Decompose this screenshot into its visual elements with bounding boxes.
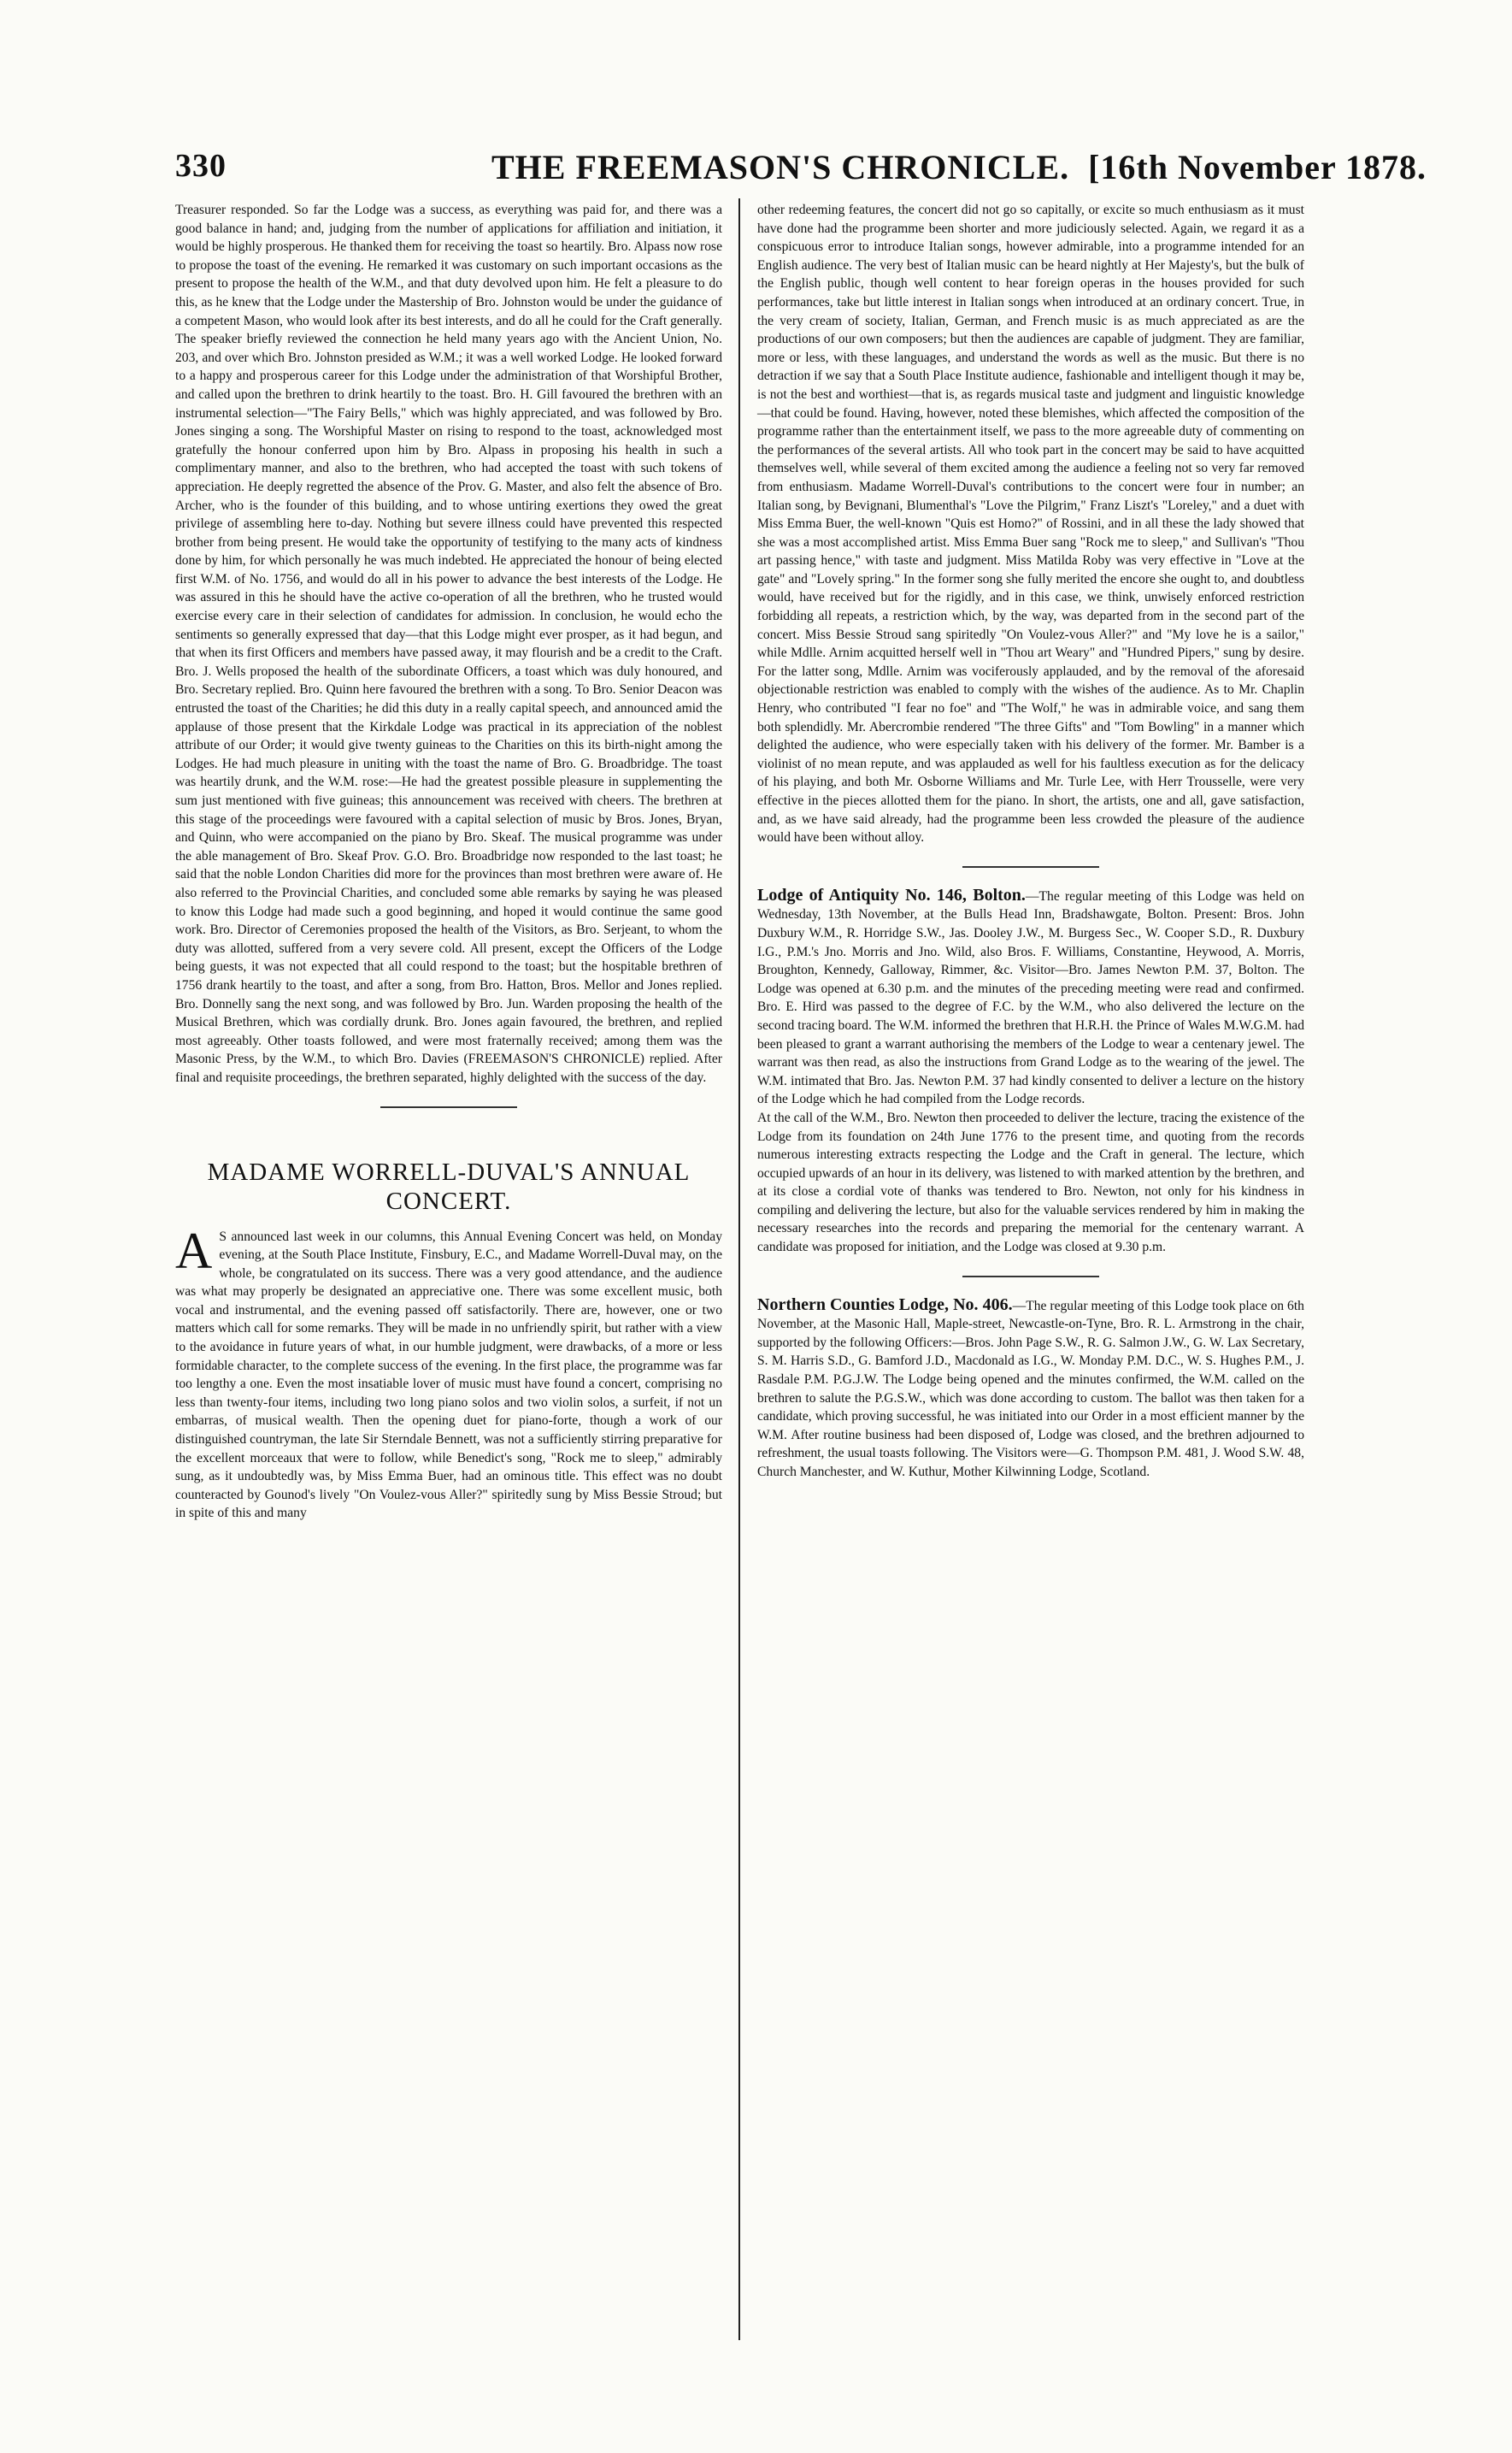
concert-title-line2: CONCERT. — [385, 1187, 512, 1215]
antiquity-lodge-heading: Lodge of Antiquity No. 146, Bolton. — [757, 885, 1026, 905]
column-rule — [738, 198, 740, 2340]
running-head — [491, 147, 1427, 187]
antiquity-lodge-report — [757, 887, 1304, 1257]
northern-counties-lodge-report — [757, 1296, 1304, 1482]
section-divider — [380, 1106, 517, 1108]
northern-report-paragraph — [757, 1296, 1304, 1482]
page-header — [175, 144, 1427, 195]
drop-cap: A — [175, 1222, 213, 1279]
antiquity-report-paragraph — [757, 887, 1304, 1109]
issue-date: [16th November 1878. — [1088, 148, 1427, 186]
section-divider — [962, 1276, 1099, 1277]
left-column — [175, 201, 722, 2300]
right-column — [757, 201, 1304, 2390]
concert-article-body — [175, 1222, 722, 1524]
northern-lodge-heading: Northern Counties Lodge, No. 406. — [757, 1294, 1013, 1314]
northern-report-text: —The regular meeting of this Lodge took place on 6th November, at the Masonic Hall, Maple-street, Newcastle-on-Tyne, Bro. R. L. Armstrong in the chair, supported by the following Officers:—Bros. John Page S.W., R. G. Salmon J.W., G. W. Lax Secretary, S. M. Harris S.D., G. Bamford J.D., Macdonald as I.G., W. Monday P.M. D.C., W. S. Hughes P.M., J. Rasdale P.M. P.G.J.W. The Lodge being opened and the minutes confirmed, the W.M. called on the brethren to salute the P.G.S.W., which was done according to custom. The ballot was then taken for a candidate, which proving successful, he was initiated into our Order in a most efficient manner by the W.M. After routine business had been disposed of, Lodge was closed, and the brethren adjourned to refreshment, the usual toasts following. The Visitors were—G. Thompson P.M. 481, J. Wood S.W. 48, Church Manchester, and W. Kuthur, Mother Kilwinning Lodge, Scotland. — [757, 1298, 1304, 1479]
section-divider — [962, 866, 1099, 868]
concert-body-text: S announced last week in our columns, this Annual Evening Concert was held, on Monday evening, at the South Place Institute, Finsbury, E.C., and Madame Worrell-Duval may, on the whole, be congratulated on its success. There was a very good attendance, and the audience was what may properly be designated an appreciative one. There was some excellent music, both vocal and instrumental, and the evening passed off satisfactorily. There are, however, one or two matters which call for some remarks. They will be made in no unfriendly spirit, but rather with a view to the avoidance in future years of what, in our humble judgment, were drawbacks, of a more or less formidable character, to the complete success of the evening. In the first place, the programme was far too lengthy a one. Even the most insatiable lover of music must have found a concert, comprising no less than twenty-four items, including two long piano solos and two violin solos, a surfeit, if not un embarras, of musical wealth. Then the opening duet for piano-forte, though a work of our distinguished countryman, the late Sir Sterndale Bennett, was not a sufficiently stirring preparative for the excellent morceaux that were to follow, while Benedict's song, "Rock me to sleep," admirably sung, as it undoubtedly was, by Miss Emma Buer, had an ominous title. This effect was no doubt counteracted by Gounod's lively "On Voulez-vous Aller?" spiritedly sung by Miss Bessie Stroud; but in spite of this and many — [175, 1229, 722, 1521]
concert-article-title — [175, 1158, 722, 1216]
concert-title-line1: MADAME WORRELL-DUVAL'S ANNUAL — [207, 1158, 691, 1186]
antiquity-report-paragraph-2: At the call of the W.M., Bro. Newton then proceeded to deliver the lecture, tracing the existence of the Lodge from its foundation on 24th June 1776 to the present time, and quoting from the records numerous interesting extracts respecting the Lodge and the Craft in general. The lecture, which occupied upwards of an hour in its delivery, was listened to with marked attention by the brethren, and at its close a cordial vote of thanks was tendered to Bro. Newton, not only for his kindness in compiling and delivering the lecture, but also for the valuable services rendered by him in making the necessary researches into the records and preparing the memorial for the centenary warrant. A candidate was proposed for initiation, and the Lodge was closed at 9.30 p.m. — [757, 1110, 1304, 1255]
concert-article-continued: other redeeming features, the concert did not go so capitally, or excite so much enthusiasm as it must have done had the programme been shorter and more judiciously selected. Again, we regard it as a conspicuous error to introduce Italian songs, however admirable, into a programme intended for an English audience. The very best of Italian music can be heard nightly at Her Majesty's, but the bulk of the English public, though well content to hear foreign operas in the houses provided for such performances, take but little interest in Italian songs when introduced at an ordinary concert. True, in the very cream of society, Italian, German, and French music is as much appreciated as are the productions of our own composers; but then the audiences are capable of judgment. They are familiar, more or less, with these languages, and understand the words as well as the music. But there is no detraction if we say that a South Place Institute audience, fashionable and intelligent though it may be, is not the best and worthiest—that is, as regards musical taste and judgment and linguistic knowledge—that could be found. Having, however, noted these blemishes, which affected the composition of the programme rather than the entertainment itself, we pass to the more agreeable duty of commenting on the performances of the several artists. All who took part in the concert may be said to have acquitted themselves well, while several of them excited among the audience a feeling not so very far removed from enthusiasm. Madame Worrell-Duval's contributions to the concert were four in number; an Italian song, by Bevignani, Blumenthal's "Love the Pilgrim," Franz Liszt's "Loreley," and a duet with Miss Emma Buer, the well-known "Quis est Homo?" of Rossini, and in all these the lady showed that she was a most accomplished artist. Miss Emma Buer sang "Rock me to sleep," and Sullivan's "Thou art passing hence," with taste and judgment. Miss Matilda Roby was very effective in "Love at the gate" and "Lovely spring." In the former song she fully merited the encore she ought to, and doubtless would, have received but for the rigidly, and in this case, we think, unwisely enforced restriction forbidding all repeats, a restriction which, by the way, was departed from in the second part of the concert. Miss Bessie Stroud sang spiritedly "On Voulez-vous Aller?" and "My love he is a sailor," while Mdlle. Arnim acquitted herself well in "Thou art Weary" and "Hundred Pipers," sung by desire. For the latter song, Mdlle. Arnim was vociferously applauded, and by the removal of the aforesaid objectionable restriction was enabled to comply with the wishes of the audience. As to Mr. Chaplin Henry, who contributed "I fear no foe" and "The Wolf," he was in admirable voice, and sang them both splendidly. Mr. Abercrombie rendered "The three Gifts" and "Tom Bowling" in a manner which delighted the audience, who were especially taken with his delivery of the former. Mr. Bamber is a violinist of no mean repute, and was applauded as well for his faultless execution as for the delicacy of his playing, and both Mr. Osborne Williams and Mr. Turle Lee, with Herr Trousselle, were very effective in the pieces allotted them for the piano. In short, the artists, one and all, gave satisfaction, and, as we have said already, had the programme been less crowded the pleasure of the audience would have been without alloy. — [757, 203, 1304, 846]
page-number: 330 — [175, 148, 227, 184]
antiquity-report-text: —The regular meeting of this Lodge was held on Wednesday, 13th November, at the Bulls Head Inn, Bradshawgate, Bolton. Present: Bros. John Duxbury W.M., R. Horridge S.W., Jas. Dooley J.W., M. Burgess Sec., W. Cooper S.D., R. Duxbury I.G., P.M.'s Jno. Morris and Jno. Wild, also Bros. F. Williams, Constantine, Heywood, A. Morris, Broughton, Kennedy, Galloway, Rimmer, &c. Visitor—Bro. James Newton P.M. 37, Bolton. The Lodge was opened at 6.30 p.m. and the minutes of the preceding meeting were read and confirmed. Bro. E. Hird was passed to the degree of F.C. by the W.M., who also delivered the lecture on the second tracing board. The W.M. informed the brethren that H.R.H. the Prince of Wales M.W.G.M. had been pleased to grant a warrant authorising the members of the Lodge to wear a centenary jewel. The warrant was then read, as also the instructions from Grand Lodge as to the wearing of the jewel. The W.M. intimated that Bro. Jas. Newton P.M. 37 had kindly consented to deliver a lecture on the history of the Lodge which he had compiled from the Lodge records. — [757, 888, 1304, 1107]
lodge-report-continued: Treasurer responded. So far the Lodge was a success, as everything was paid for, and there was a good balance in hand; and, judging from the number of applications for affiliation and initiation, it would be highly prosperous. He thanked them for receiving the toast so heartily. Bro. Alpass now rose to propose the toast of the evening. He remarked it was customary on such important occasions as the present to propose the health of the W.M., and that duty devolved upon him. He felt a pleasure to do this, as he knew that the Lodge under the Mastership of Bro. Johnston would be under the guidance of a competent Mason, who would look after its best interests, and do all he could for the Craft generally. The speaker briefly reviewed the connection he held many years ago with the Ancient Union, No. 203, and over which Bro. Johnston presided as W.M.; it was a well worked Lodge. He looked forward to a happy and prosperous career for this Lodge under the administration of that Worshipful Brother, and called upon the brethren to drink heartily to the toast. Bro. H. Gill favoured the brethren with an instrumental selection—"The Fairy Bells," which was highly appreciated, and was followed by Bro. Jones singing a song. The Worshipful Master on rising to respond to the toast, acknowledged most gratefully the honour conferred upon him by Bro. Alpass in proposing his health in such a complimentary manner, and also to the brethren, who had accepted the toast with such tokens of appreciation. He deeply regretted the absence of the Prov. G. Master, and also felt the absence of Bro. Archer, who is the founder of this building, and to whose untiring exertions they owed the great privilege of assembling here to-day. Nothing but severe illness could have prevented this respected brother from being present. He would take the opportunity of testifying to the many acts of kindness done by him, for which personally he was much indebted. He appreciated the honour of being elected first W.M. of No. 1756, and would do all in his power to advance the best interests of the Lodge. He was assured in this he should have the active co-operation of all the brethren, who he trusted would exercise every care in their selection of candidates for admission. In conclusion, he would echo the sentiments so generally expressed that day—that this Lodge might ever prosper, as it had begun, and that when its first Officers and members have passed away, it may flourish and be a credit to the Craft. Bro. J. Wells proposed the health of the subordinate Officers, a toast which was duly honoured, and Bro. Secretary replied. Bro. Quinn here favoured the brethren with a song. To Bro. Senior Deacon was entrusted the toast of the Charities; he did this duty in a really capital speech, and announced amid the applause of those present that the Kirkdale Lodge was practical in its appreciation of the noblest attribute of our Order; it would give twenty guineas to the Charities on this its birth-night among the Lodges. He had much pleasure in uniting with the toast the name of Bro. G. Broadbridge. The toast was heartily drunk, and the W.M. rose:—He had the greatest possible pleasure in supplementing the sum just mentioned with five guineas; this announcement was received with cheers. The brethren at this stage of the proceedings were favoured with a capital selection of music by Bros. Jones, Bryan, and Quinn, who were accompanied on the piano by Bro. Skeaf. The musical programme was under the able management of Bro. Skeaf Prov. G.O. Bro. Broadbridge now responded to the last toast; he said that the noble London Charities did more for the provinces than most brethren were aware of. He also referred to the Provincial Charities, and concluded some able remarks by saying he was pleased to know this Lodge had made such a good beginning, and hoped it would continue the same good work. Bro. Director of Ceremonies proposed the health of the Visitors, as Bro. Serjeant, to whom the duty was allotted, suffered from a very severe cold. All present, except the Officers of the Lodge being guests, it was not expected that all could respond to the toast; but the hospitable brethren of 1756 drank heartily to the toast, and after a song, from Bro. Hatton, Bros. Mellor and Jones replied. Bro. Donnelly sang the next song, and was followed by Bro. Jun. Warden proposing the health of the Musical Brethren, which was cordially drunk. Bro. Jones again favoured, the brethren, and replied most agreeably. Other toasts followed, and were most fraternally received; among them was the Masonic Press, by the W.M., to which Bro. Davies (FREEMASON'S CHRONICLE) replied. After final and requisite proceedings, the brethren separated, highly delighted with the success of the day. — [175, 203, 722, 1085]
publication-title: THE FREEMASON'S CHRONICLE. — [491, 148, 1070, 186]
